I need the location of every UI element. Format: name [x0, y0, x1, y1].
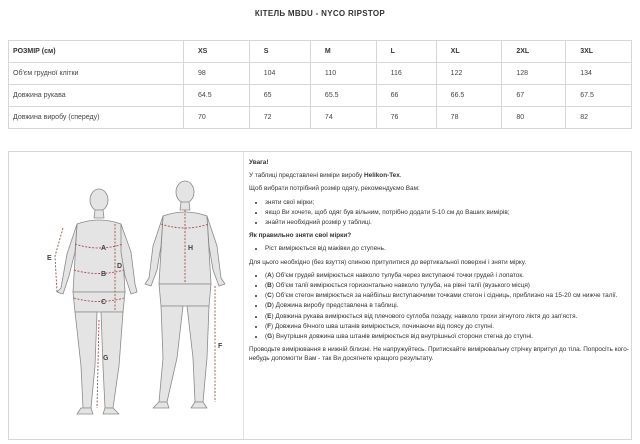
table-header-cell: 2XL: [502, 41, 566, 63]
table-cell: 67.5: [566, 85, 632, 107]
list-item: • (B) Об'єм талії вимірюється горизонтально навколо тулуба, на рівні талії (вузького місця): [265, 281, 629, 290]
instructions-text: [249, 158, 629, 368]
table-cell: 82: [566, 107, 632, 129]
list-item: • якщо Ви хочете, щоб одяг був вільним, потрібно додати 5-10 см до Ваших вимірів;: [265, 208, 629, 217]
measure-text: Об'єм талії вимірюється горизонтально навколо тулуба, на рівні талії (вузького місця): [273, 282, 530, 290]
measure-text: Об'єм грудей вимірюється навколо тулуба через виступаючі точки грудей і лопаток.: [273, 271, 524, 279]
measure-letter: D: [267, 302, 272, 310]
table-cell: 134: [566, 63, 632, 85]
table-cell: 64.5: [184, 85, 250, 107]
measure-letter: E: [267, 312, 272, 320]
table-header-cell: M: [310, 41, 376, 63]
list-item: • зняти свої мірки;: [265, 198, 629, 207]
warning-title: Увага!: [249, 159, 269, 166]
table-cell: 67: [502, 85, 566, 107]
measure-letter: A: [267, 271, 272, 279]
row-label: Довжина рукава: [9, 85, 184, 107]
table-header-cell: L: [376, 41, 436, 63]
list-item: • Ріст вимірюється від маківки до ступень.: [265, 244, 629, 253]
intro-end: .: [399, 172, 402, 180]
table-cell: 80: [502, 107, 566, 129]
table-cell: 78: [436, 107, 502, 129]
figure-label-d: D: [117, 263, 123, 270]
table-cell: 116: [376, 63, 436, 85]
table-cell: 72: [249, 107, 310, 129]
table-cell: 76: [376, 107, 436, 129]
table-cell: 65.5: [310, 85, 376, 107]
table-cell: 66: [376, 85, 436, 107]
table-cell: 98: [184, 63, 250, 85]
size-table: [8, 40, 632, 129]
measure-letter: G: [267, 333, 273, 341]
measurement-guide-panel: [8, 151, 632, 440]
figure-label-f: F: [218, 343, 223, 350]
table-cell: 65: [249, 85, 310, 107]
table-header-cell: XS: [184, 41, 250, 63]
table-row: [9, 85, 632, 107]
figure-label-b: B: [101, 271, 107, 278]
steps-list: [249, 198, 629, 228]
list-item: • знайти необхідний розмір у таблиці.: [265, 218, 629, 227]
table-cell: 128: [502, 63, 566, 85]
table-cell: 104: [249, 63, 310, 85]
table-header-row: [9, 41, 632, 63]
table-row: [9, 63, 632, 85]
footer-note: Проводьте вимірювання в нижній білизні. Не напружуйтесь. Притискайте вимірювальну стрічку впритул до тіла. Попросіть кого-небудь допомогти Вам - так Ви досягнете кращого результату.: [249, 346, 629, 363]
body-measurement-figure: [17, 152, 243, 439]
list-item: • (G) Внутрішня довжина шва штанів вимірюється від внутрішньої сторони стегна до ступні.: [265, 332, 629, 341]
table-header-cell: S: [249, 41, 310, 63]
list-item: • (D) Довжина виробу представлена в таблиці.: [265, 301, 629, 310]
panel-divider: [243, 152, 244, 439]
height-note: Для цього необхідно (без взуття) спиною притулитися до вертикальної поверхні і зняти мірку.: [249, 258, 527, 266]
measure-letter: C: [267, 292, 272, 300]
table-cell: 110: [310, 63, 376, 85]
table-cell: 70: [184, 107, 250, 129]
list-item: • (C) Об'єм стегон вимірюється за найбільш виступаючими точками стегон і сідниць, приблизно на 15-20 см нижче талії.: [265, 291, 629, 300]
recommend-paragraph: Щоб вибрати потрібний розмір одягу, рекомендуємо Вам:: [249, 185, 420, 193]
figure-label-a: A: [101, 245, 107, 252]
row-label: Об'єм грудної клітки: [9, 63, 184, 85]
figure-label-g: G: [103, 355, 109, 362]
measures-list: [249, 271, 629, 341]
table-header-cell: XL: [436, 41, 502, 63]
measure-text: Довжина рукава вимірюється від плечового суглоба позаду, навколо трохи зігнутого ліктя до зап'ястя.: [273, 312, 578, 320]
measure-text: Довжина виробу представлена в таблиці.: [273, 302, 399, 310]
measure-letter: F: [267, 322, 272, 330]
intro-text: У таблиці представлені виміри виробу: [249, 172, 365, 180]
table-cell: 74: [310, 107, 376, 129]
table-header-cell: РОЗМІР (см): [9, 41, 184, 63]
page-title: КІТЕЛЬ MBDU - NYCO RIPSTOP: [254, 9, 386, 18]
intro-paragraph: [249, 171, 629, 180]
table-cell: 66.5: [436, 85, 502, 107]
list-item: • (F) Довжина бічного шва штанів вимірюється, починаючи від поясу до ступні.: [265, 322, 629, 331]
measure-text: Довжина бічного шва штанів вимірюється, починаючи від поясу до ступні.: [273, 322, 495, 330]
measure-letter: B: [267, 282, 272, 290]
table-header-cell: 3XL: [566, 41, 632, 63]
list-item: • (E) Довжина рукава вимірюється від плечового суглоба позаду, навколо трохи зігнутого ліктя до зап'ястя.: [265, 312, 629, 321]
figure-label-h: H: [188, 245, 194, 252]
figure-label-c: C: [101, 299, 107, 306]
list-item: • (A) Об'єм грудей вимірюється навколо тулуба через виступаючі точки грудей і лопаток.: [265, 271, 629, 280]
height-list: [249, 244, 629, 253]
measure-text: Внутрішня довжина шва штанів вимірюється від внутрішньої сторони стегна до ступні.: [274, 333, 534, 341]
measure-text: Об'єм стегон вимірюється за найбільш виступаючими точками стегон і сідниць, приблизно на 15-20 см нижче талії.: [273, 292, 618, 300]
row-label: Довжина виробу (спереду): [9, 107, 184, 129]
brand-name: Helikon-Tex: [364, 172, 400, 180]
figure-label-e: E: [47, 255, 52, 262]
table-cell: 122: [436, 63, 502, 85]
table-row: [9, 107, 632, 129]
how-to-measure-title: Як правильно зняти свої мірки?: [249, 232, 352, 240]
